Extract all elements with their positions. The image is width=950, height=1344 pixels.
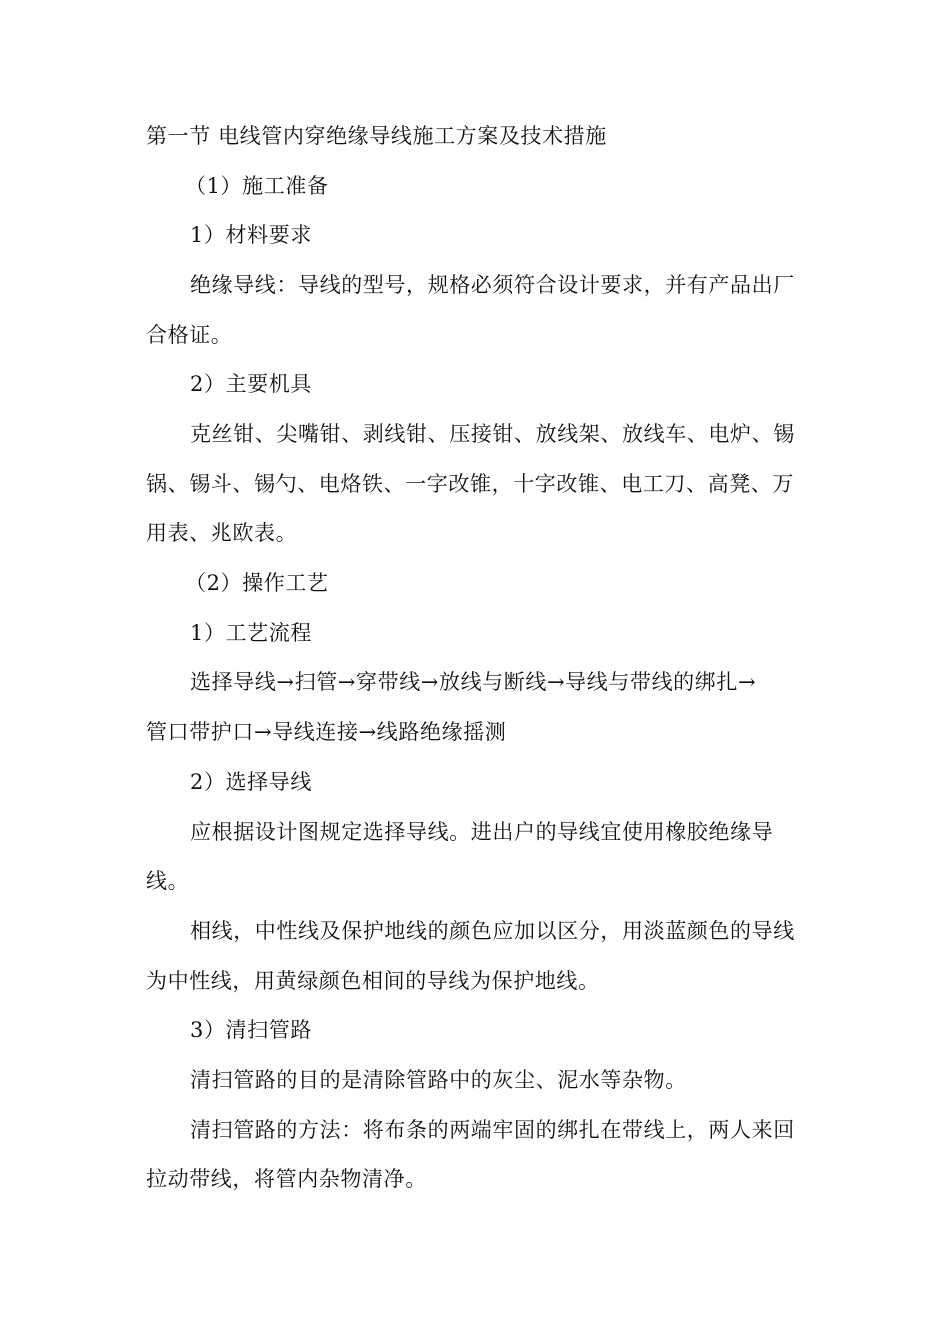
paragraph-line: 应根据设计图规定选择导线。进出户的导线宜使用橡胶绝缘导 — [190, 820, 774, 844]
paragraph-line: 克丝钳、尖嘴钳、剥线钳、压接钳、放线架、放线车、电炉、锡 — [190, 422, 795, 446]
sub1-2-heading: 2）主要机具 — [190, 372, 312, 396]
paragraph-line: 清扫管路的目的是清除管路中的灰尘、泥水等杂物。 — [190, 1068, 687, 1092]
sub2-3-heading: 3）清扫管路 — [190, 1018, 312, 1042]
paragraph-line: 线。 — [146, 869, 190, 893]
paragraph-line: 清扫管路的方法：将布条的两端牢固的绑扎在带线上，两人来回 — [190, 1118, 795, 1142]
paragraph-line: 相线，中性线及保护地线的颜色应加以区分，用淡蓝颜色的导线 — [190, 919, 795, 943]
paragraph-line: 锅、锡斗、锡勺、电烙铁、一字改锥，十字改锥、电工刀、高凳、万 — [146, 472, 794, 496]
part2-heading: （2）操作工艺 — [185, 571, 329, 595]
sub2-1-heading: 1）工艺流程 — [190, 621, 312, 645]
paragraph-line: 拉动带线，将管内杂物清净。 — [146, 1167, 427, 1191]
sub1-1-heading: 1）材料要求 — [190, 223, 312, 247]
section-title: 第一节 电线管内穿绝缘导线施工方案及技术措施 — [146, 124, 607, 148]
paragraph-line: 为中性线，用黄绿颜色相间的导线为保护地线。 — [146, 969, 600, 993]
part1-heading: （1）施工准备 — [185, 174, 329, 198]
paragraph-line: 合格证。 — [146, 323, 233, 347]
paragraph-line: 用表、兆欧表。 — [146, 521, 298, 545]
sub2-2-heading: 2）选择导线 — [190, 770, 312, 794]
paragraph-line: 选择导线→扫管→穿带线→放线与断线→导线与带线的绑扎→ — [190, 670, 757, 694]
paragraph-line: 管口带护口→导线连接→线路绝缘摇测 — [146, 720, 507, 744]
paragraph-line: 绝缘导线：导线的型号，规格必须符合设计要求，并有产品出厂 — [190, 273, 795, 297]
